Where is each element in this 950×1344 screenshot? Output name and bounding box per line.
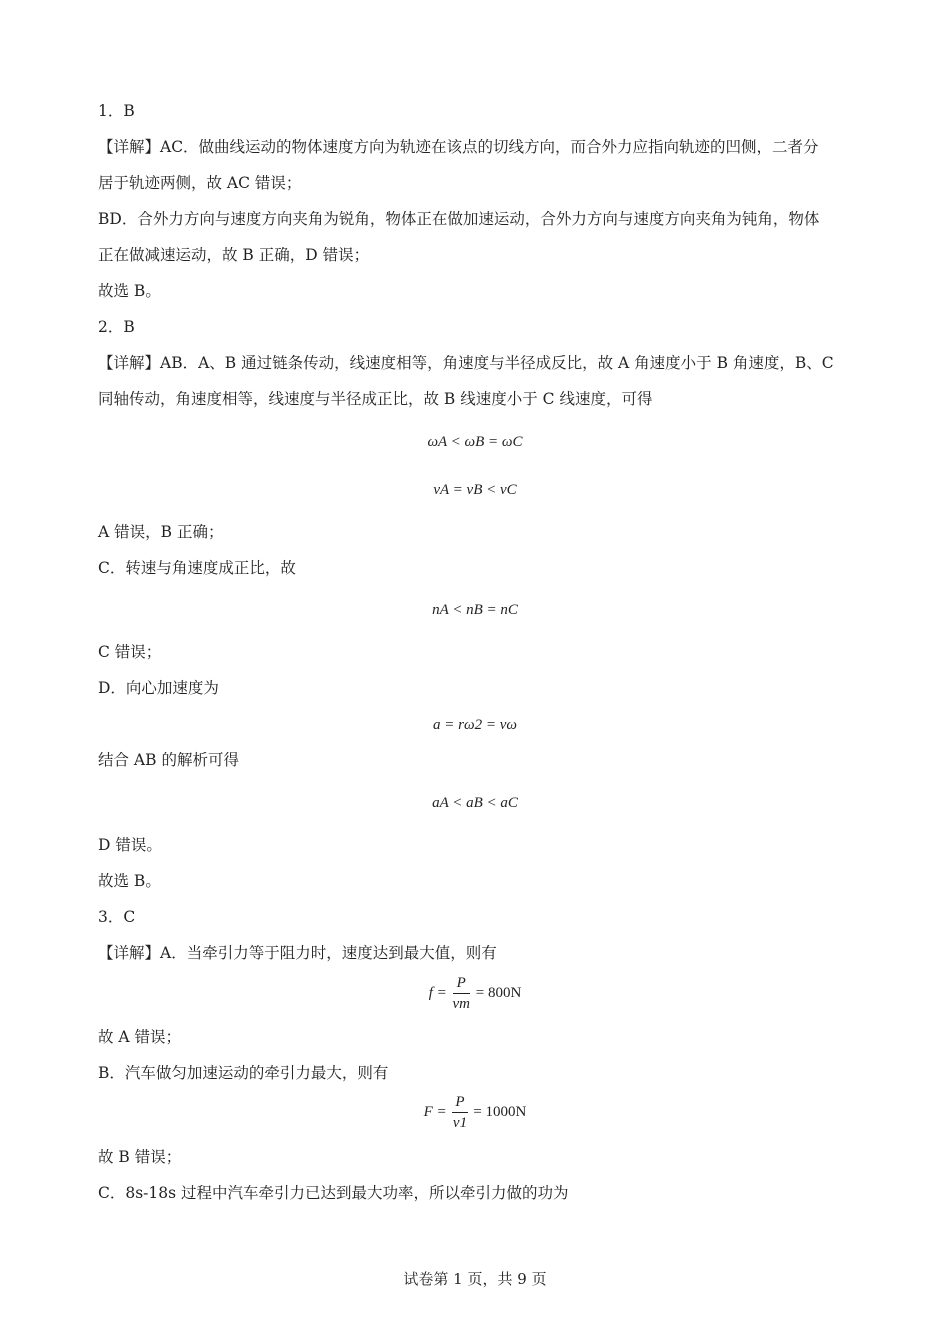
answer-1-line-1: 【详解】AC．做曲线运动的物体速度方向为轨迹在该点的切线方向，而合外力应指向轨迹的凹侧，二者分 (98, 138, 819, 156)
answer-2-line-3: A 错误，B 正确； (98, 523, 224, 541)
equation-a-compare-text: aA < aB < aC (432, 795, 518, 811)
answer-2-line-4: C．转速与角速度成正比，故 (98, 559, 296, 577)
answer-1-line-5: 故选 B。 (98, 282, 161, 300)
answer-3-line-1: 【详解】A．当牵引力等于阻力时，速度达到最大值，则有 (98, 944, 497, 962)
answer-2-line-5: C 错误； (98, 643, 162, 661)
equation-a-text: a = rω2 = vω (433, 717, 517, 733)
answer-2-line-9: 故选 B。 (98, 872, 161, 890)
answer-3-label: 3．C (98, 908, 136, 926)
answer-2-line-6: D．向心加速度为 (98, 679, 219, 697)
answer-1-line-2: 居于轨迹两侧，故 AC 错误； (98, 174, 302, 192)
equation-F-denominator: v1 (452, 1115, 468, 1131)
equation-f-denominator: vm (452, 996, 470, 1012)
equation-v-text: vA = vB < vC (433, 482, 517, 498)
answer-1-label: 1．B (98, 102, 135, 120)
answer-3-line-3: B．汽车做匀加速运动的牵引力最大，则有 (98, 1064, 389, 1082)
equation-f-numerator: P (453, 973, 471, 994)
equation-n-text: nA < nB = nC (432, 602, 518, 618)
equation-n (0, 600, 950, 620)
equation-f-fraction (453, 973, 471, 1014)
equation-omega-text: ωA < ωB = ωC (427, 434, 523, 450)
equation-F (0, 1092, 950, 1133)
answer-2-label: 2．B (98, 318, 135, 336)
answer-3-line-4: 故 B 错误； (98, 1148, 182, 1166)
equation-F-fraction (452, 1092, 467, 1133)
equation-v (0, 480, 950, 500)
answer-1-line-4: 正在做减速运动，故 B 正确，D 错误； (98, 246, 370, 264)
equation-f-rhs: = 800N (475, 984, 522, 1001)
answer-3-line-5: C．8s-18s 过程中汽车牵引力已达到最大功率，所以牵引力做的功为 (98, 1184, 569, 1202)
page-footer: 试卷第 1 页，共 9 页 (403, 1270, 547, 1288)
equation-f (0, 973, 950, 1014)
equation-F-lhs: F = (423, 1103, 447, 1120)
equation-f-lhs: f = (428, 984, 447, 1001)
answer-2-line-7: 结合 AB 的解析可得 (98, 751, 239, 769)
answer-3-line-2: 故 A 错误； (98, 1028, 182, 1046)
equation-a-compare (0, 793, 950, 813)
answer-1-line-3: BD．合外力方向与速度方向夹角为锐角，物体正在做加速运动，合外力方向与速度方向夹角为钝角，物体 (98, 210, 820, 228)
equation-F-numerator: P (452, 1092, 467, 1113)
equation-F-rhs: = 1000N (473, 1103, 527, 1120)
answer-2-line-2: 同轴传动，角速度相等，线速度与半径成正比，故 B 线速度小于 C 线速度，可得 (98, 390, 653, 408)
equation-omega (0, 432, 950, 452)
answer-2-line-8: D 错误。 (98, 836, 162, 854)
equation-a (0, 715, 950, 735)
answer-2-line-1: 【详解】AB．A、B 通过链条传动，线速度相等，角速度与半径成反比，故 A 角速度小于 B 角速度，B、C (98, 354, 834, 372)
